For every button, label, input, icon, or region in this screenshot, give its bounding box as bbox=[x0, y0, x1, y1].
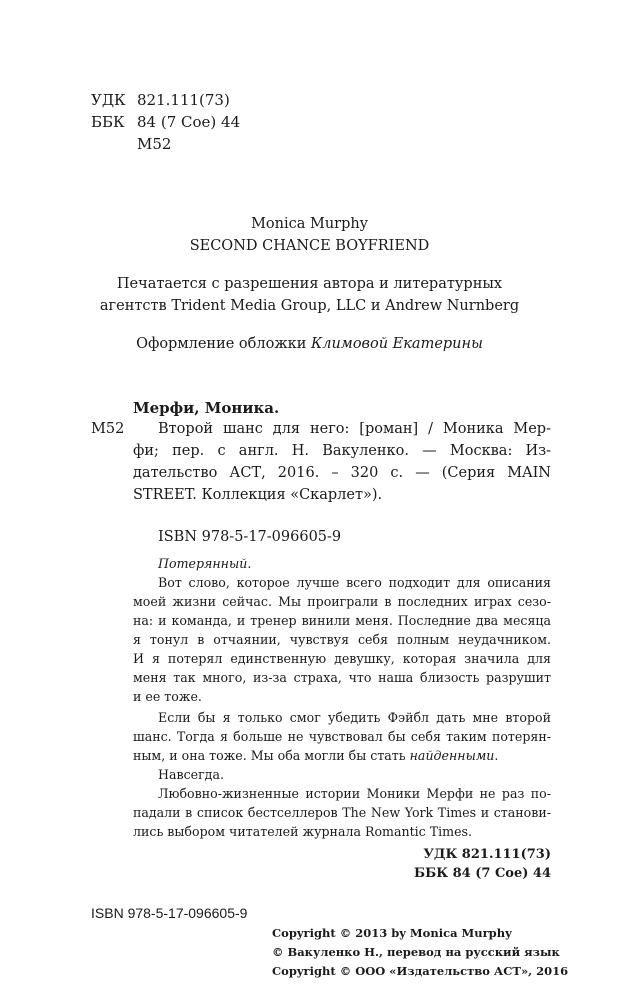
copyright-line: Copyright © ООО «Издательство АСТ», 2016 bbox=[272, 964, 569, 978]
cover-prefix: Оформление обложки bbox=[136, 336, 312, 352]
copyright-line: © Вакуленко Н., перевод на русский язык bbox=[272, 945, 560, 959]
bbk-line bbox=[91, 113, 240, 131]
bbk-bold: ББК 84 (7 Сое) 44 bbox=[414, 866, 551, 881]
annotation-lead bbox=[133, 556, 551, 571]
biblio-line: STREET. Коллекция «Скарлет»). bbox=[133, 487, 383, 503]
annotation-line: на: и команда, и тренер винили меня. Последние два месяца bbox=[133, 613, 551, 628]
cover-artist: Климовой Екатерины bbox=[311, 336, 483, 352]
annotation-line: я тонул в отчаянии, чувствуя себя полным неудачником. bbox=[133, 632, 551, 647]
original-title: SECOND CHANCE BOYFRIEND bbox=[189, 238, 430, 254]
label: УДК bbox=[91, 91, 126, 109]
annotation-line: моей жизни сейчас. Мы проиграли в последних играх сезо- bbox=[133, 594, 551, 609]
value: 821.111(73) bbox=[137, 91, 230, 109]
annotation-line: падали в список бестселлеров The New York Times и станови- bbox=[133, 805, 551, 820]
isbn-bottom: ISBN 978-5-17-096605-9 bbox=[91, 905, 248, 921]
annotation-line: Вот слово, которое лучше всего подходит для описания bbox=[158, 575, 551, 590]
text: . bbox=[494, 748, 499, 763]
isbn: ISBN 978-5-17-096605-9 bbox=[158, 529, 342, 545]
value: М52 bbox=[137, 135, 172, 153]
annotation-line: меня так много, из-за страха, что наша близость разрушит bbox=[133, 670, 551, 685]
italic-text: найденными bbox=[409, 748, 495, 763]
cutter-line bbox=[91, 135, 171, 153]
annotation-line: шанс. Тогда я больше не чувствовал бы себя таким потерян- bbox=[133, 729, 551, 744]
biblio-line: Второй шанс для него: [роман] / Моника Мер- bbox=[158, 421, 551, 437]
original-author: Monica Murphy bbox=[251, 216, 368, 232]
biblio-line: дательство АСТ, 2016. – 320 с. — (Серия MAIN bbox=[133, 465, 551, 481]
annotation-line: и ее тоже. bbox=[133, 689, 202, 704]
udk-bold: УДК 821.111(73) bbox=[423, 847, 551, 862]
annotation-line: Любовно-жизненные истории Моники Мерфи не раз по- bbox=[158, 786, 551, 801]
biblio-line: фи; пер. с англ. Н. Вакуленко. — Москва: Из- bbox=[133, 443, 551, 459]
annotation-line: И я потерял единственную девушку, которая значила для bbox=[133, 651, 551, 666]
annotation-line bbox=[133, 748, 551, 763]
label: ББК bbox=[91, 113, 125, 131]
entry-author: Мерфи, Моника. bbox=[133, 399, 280, 417]
permission-line: Печатается с разрешения автора и литературных bbox=[116, 276, 503, 292]
lead: Потерянный. bbox=[158, 556, 252, 571]
annotation-line: Если бы я только смог убедить Фэйбл дать мне второй bbox=[158, 710, 551, 725]
annotation-line: лись выбором читателей журнала Romantic Times. bbox=[133, 824, 473, 839]
copyright-line: Copyright © 2013 by Monica Murphy bbox=[272, 926, 512, 940]
cutter-mark: М52 bbox=[91, 421, 125, 437]
value: 84 (7 Сое) 44 bbox=[137, 113, 241, 131]
cover-credit bbox=[0, 336, 619, 352]
text: ным, и она тоже. Мы оба могли бы стать bbox=[133, 748, 410, 763]
udk-line bbox=[91, 91, 230, 109]
annotation-line: Навсегда. bbox=[158, 767, 224, 782]
permission-line: агентств Trident Media Group, LLC и Andrew Nurnberg bbox=[99, 298, 520, 314]
